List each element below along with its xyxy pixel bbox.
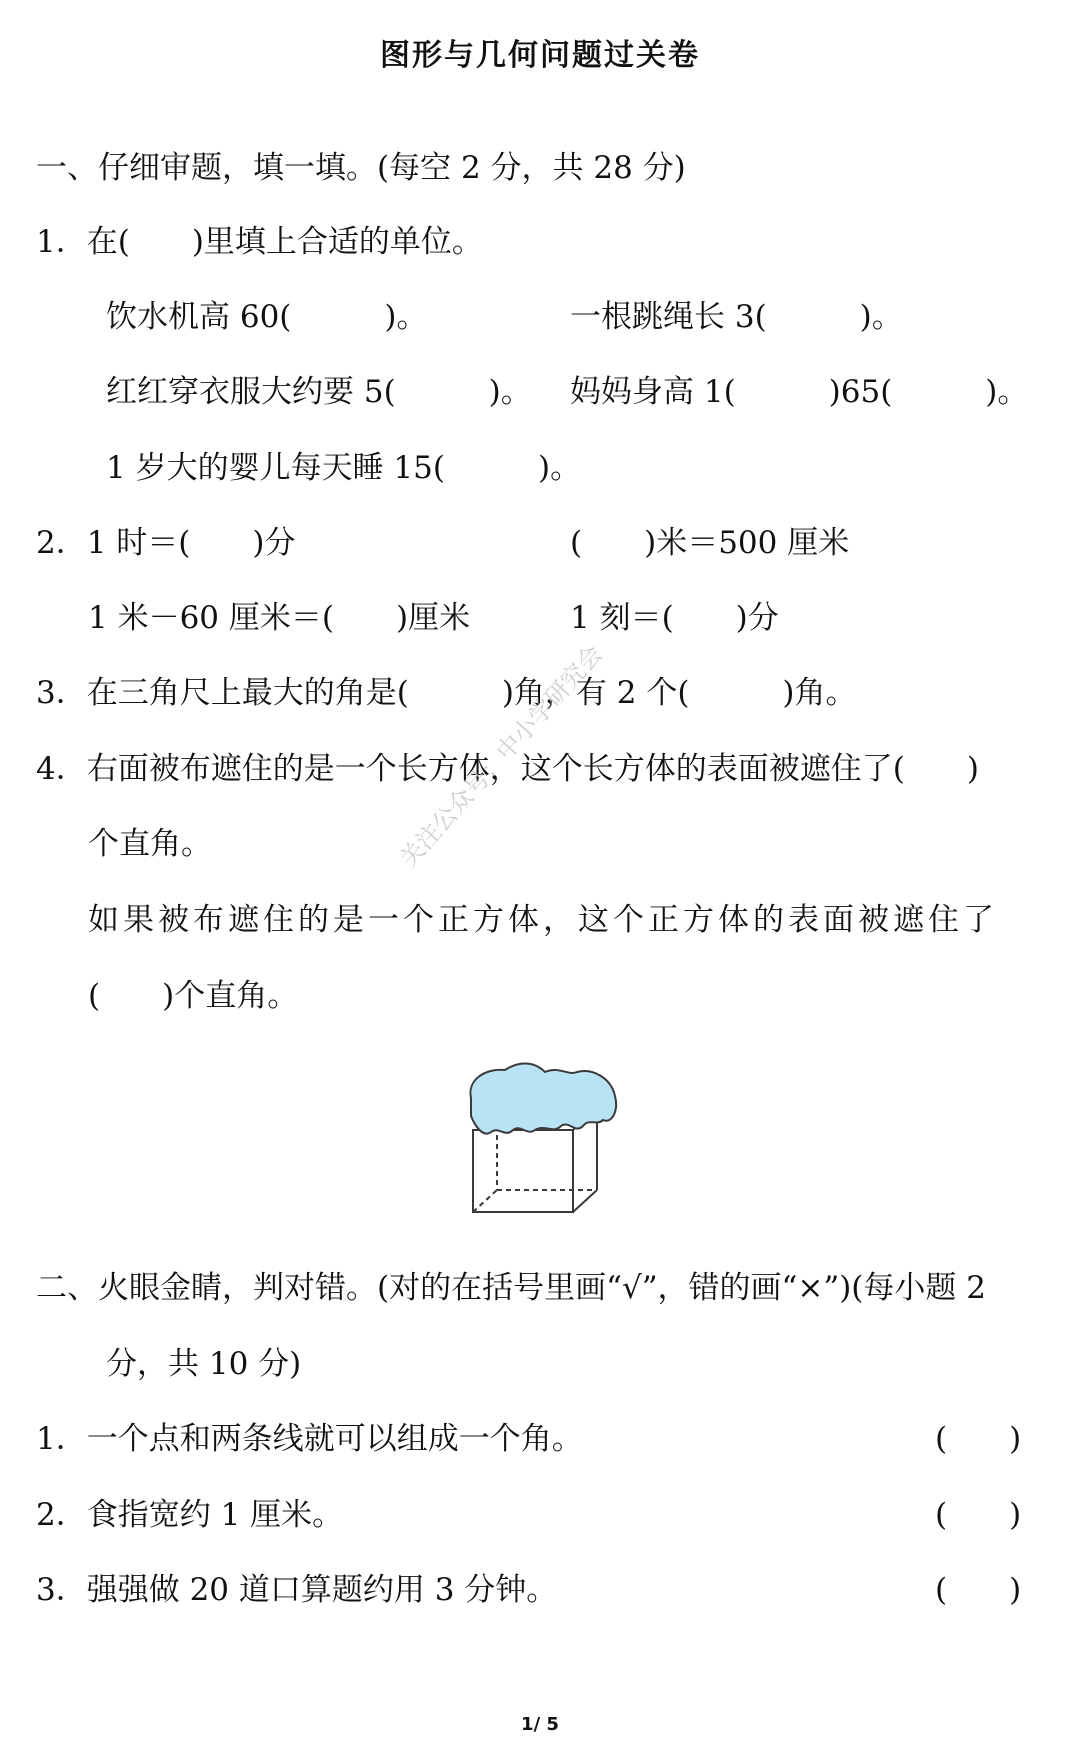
- judge-item-1-text: 1．一个点和两条线就可以组成一个角。: [36, 1421, 583, 1457]
- watermark: 关注公众号：中小学研究会: [394, 639, 608, 873]
- judge-item-2-blank[interactable]: ( ): [935, 1497, 1022, 1533]
- q3-text: 3．在三角尺上最大的角是( )角，有 2 个( )角。: [36, 675, 857, 711]
- q4-line2: 个直角。: [88, 826, 212, 862]
- section1-heading: 一、仔细审题，填一填。(每空 2 分，共 28 分): [36, 150, 686, 186]
- judge-item-3-blank[interactable]: ( ): [935, 1572, 1022, 1608]
- page-title: 图形与几何问题过关卷: [380, 38, 700, 73]
- covered-cuboid-figure: [465, 1060, 625, 1220]
- judge-item-3-text: 3．强强做 20 道口算题约用 3 分钟。: [36, 1572, 558, 1608]
- q1-stem: 1．在( )里填上合适的单位。: [36, 224, 483, 260]
- cuboid-front-face: [473, 1130, 573, 1212]
- q4-line4: ( )个直角。: [88, 978, 299, 1014]
- page-number: 1/ 5: [521, 1714, 559, 1735]
- judge-item-1-blank[interactable]: ( ): [935, 1421, 1022, 1457]
- q2-item-c: 1 米－60 厘米＝( )厘米: [88, 600, 471, 636]
- q2-item-b: ( )米＝500 厘米: [570, 525, 850, 561]
- q4-line3: 如果被布遮住的是一个正方体，这个正方体的表面被遮住了: [88, 902, 998, 938]
- q1-item-e: 1 岁大的婴儿每天睡 15( )。: [106, 450, 582, 486]
- q1-item-a: 饮水机高 60( )。: [106, 299, 428, 335]
- cloth-shape: [470, 1064, 616, 1134]
- section2-heading-line1: 二、火眼金睛，判对错。(对的在括号里画“√”，错的画“×”)(每小题 2: [36, 1270, 986, 1306]
- section2-heading-line2: 分，共 10 分): [106, 1346, 302, 1382]
- q4-line1: 4．右面被布遮住的是一个长方体，这个长方体的表面被遮住了( ): [36, 751, 979, 787]
- q1-item-c: 红红穿衣服大约要 5( )。: [106, 374, 532, 410]
- q2-item-d: 1 刻＝( )分: [570, 600, 779, 636]
- judge-item-2-text: 2．食指宽约 1 厘米。: [36, 1497, 344, 1533]
- q1-item-b: 一根跳绳长 3( )。: [570, 299, 903, 335]
- q2-item-a: 2．1 时＝( )分: [36, 525, 296, 561]
- q1-item-d: 妈妈身高 1( )65( )。: [570, 374, 1029, 410]
